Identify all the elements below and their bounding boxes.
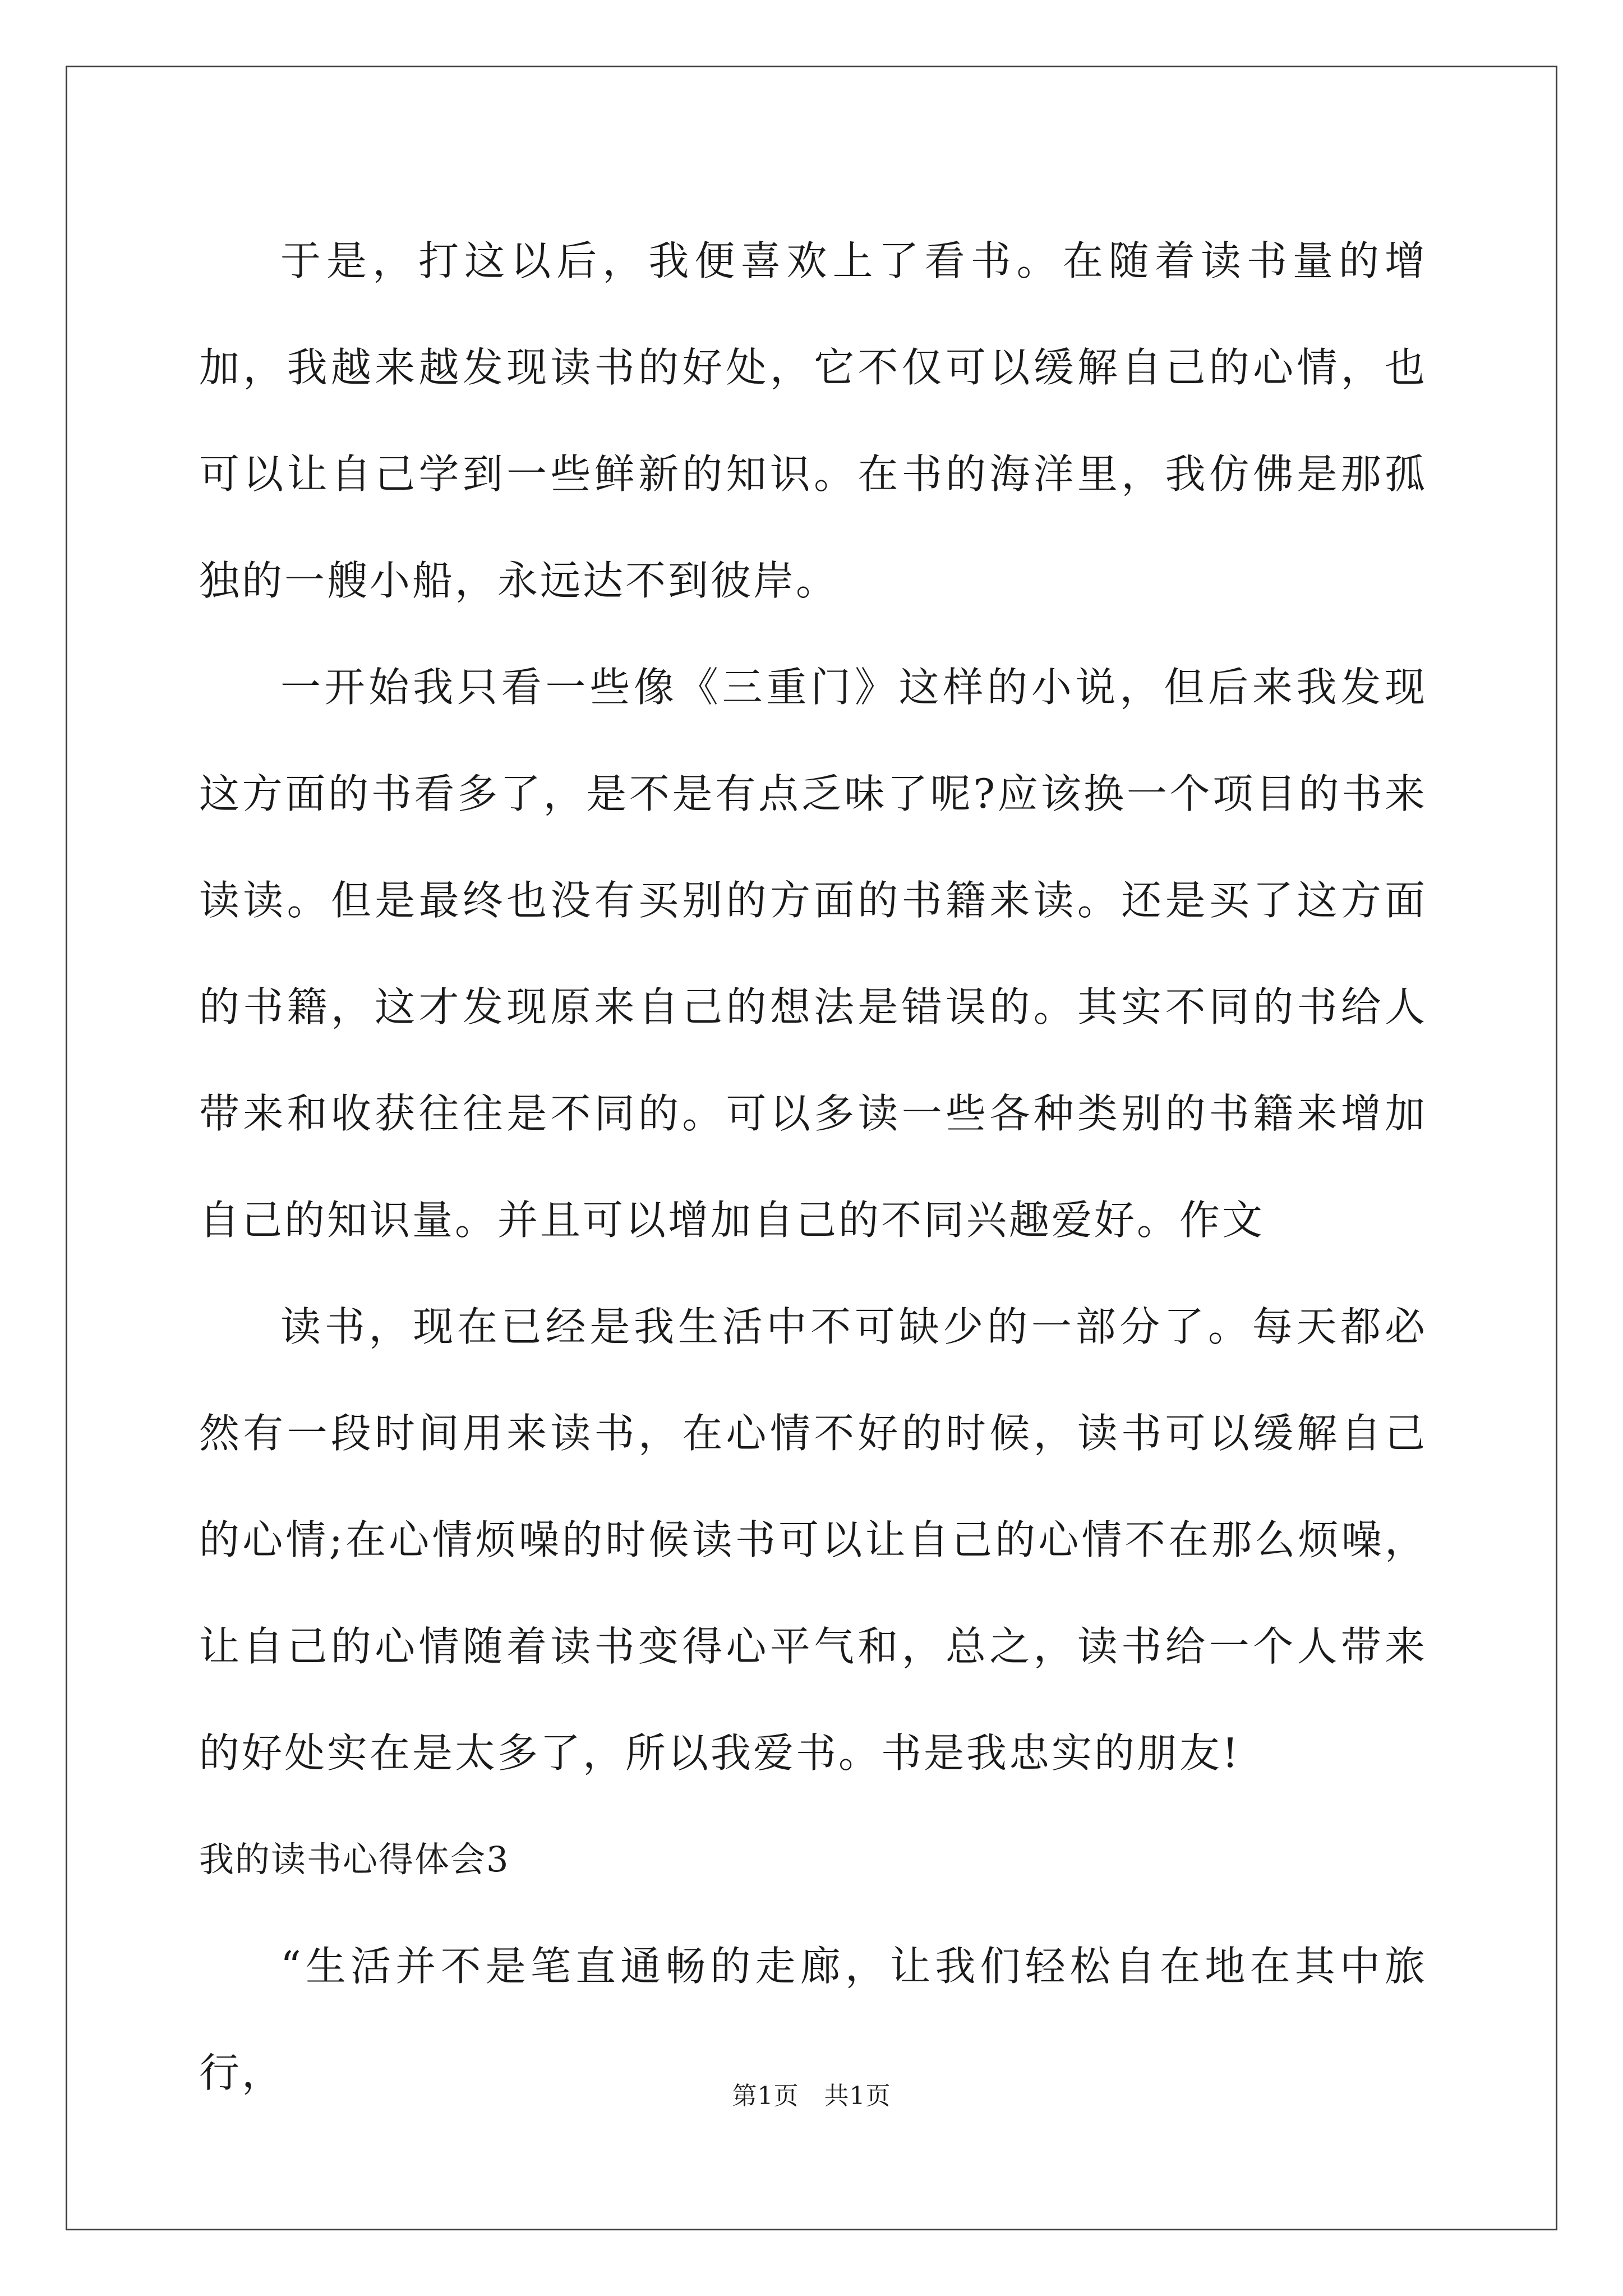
document-body: [199, 208, 1427, 2126]
paragraph-4: “生活并不是笔直通畅的走廊，让我们轻松自在地在其中旅行，: [199, 1943, 1427, 2096]
footer-spacer: [799, 2082, 824, 2110]
paragraph-2: 一开始我只看一些像《三重门》这样的小说，但后来我发现这方面的书看多了，是不是有点乏味了呢?应该换一个项目的书来读读。但是最终也没有买别的方面的书籍来读。还是买了这方面的书籍，这才发现原来自己的想法是错误的。其实不同的书给人带来和收获往往是不同的。可以多读一些各种类别的书籍来增加自己的知识量。并且可以增加自己的不同兴趣爱好。作文: [199, 664, 1427, 1244]
paragraph-3: 读书，现在已经是我生活中不可缺少的一部分了。每天都必然有一段时间用来读书，在心情不好的时候，读书可以缓解自己的心情;在心情烦噪的时候读书可以让自己的心情不在那么烦噪，让自己的心情随着读书变得心平气和，总之，读书给一个人带来的好处实在是太多了，所以我爱书。书是我忠实的朋友!: [199, 1303, 1427, 1777]
page-number: 第1页: [732, 2082, 799, 2110]
section-heading: 我的读书心得体会3: [199, 1839, 510, 1880]
page-total: 共1页: [824, 2082, 891, 2110]
page-footer: [0, 2076, 1623, 2111]
paragraph-1: 于是，打这以后，我便喜欢上了看书。在随着读书量的增加，我越来越发现读书的好处，它不仅可以缓解自己的心情，也可以让自己学到一些鲜新的知识。在书的海洋里，我仿佛是那孤独的一艘小船，永远达不到彼岸。: [199, 237, 1427, 604]
